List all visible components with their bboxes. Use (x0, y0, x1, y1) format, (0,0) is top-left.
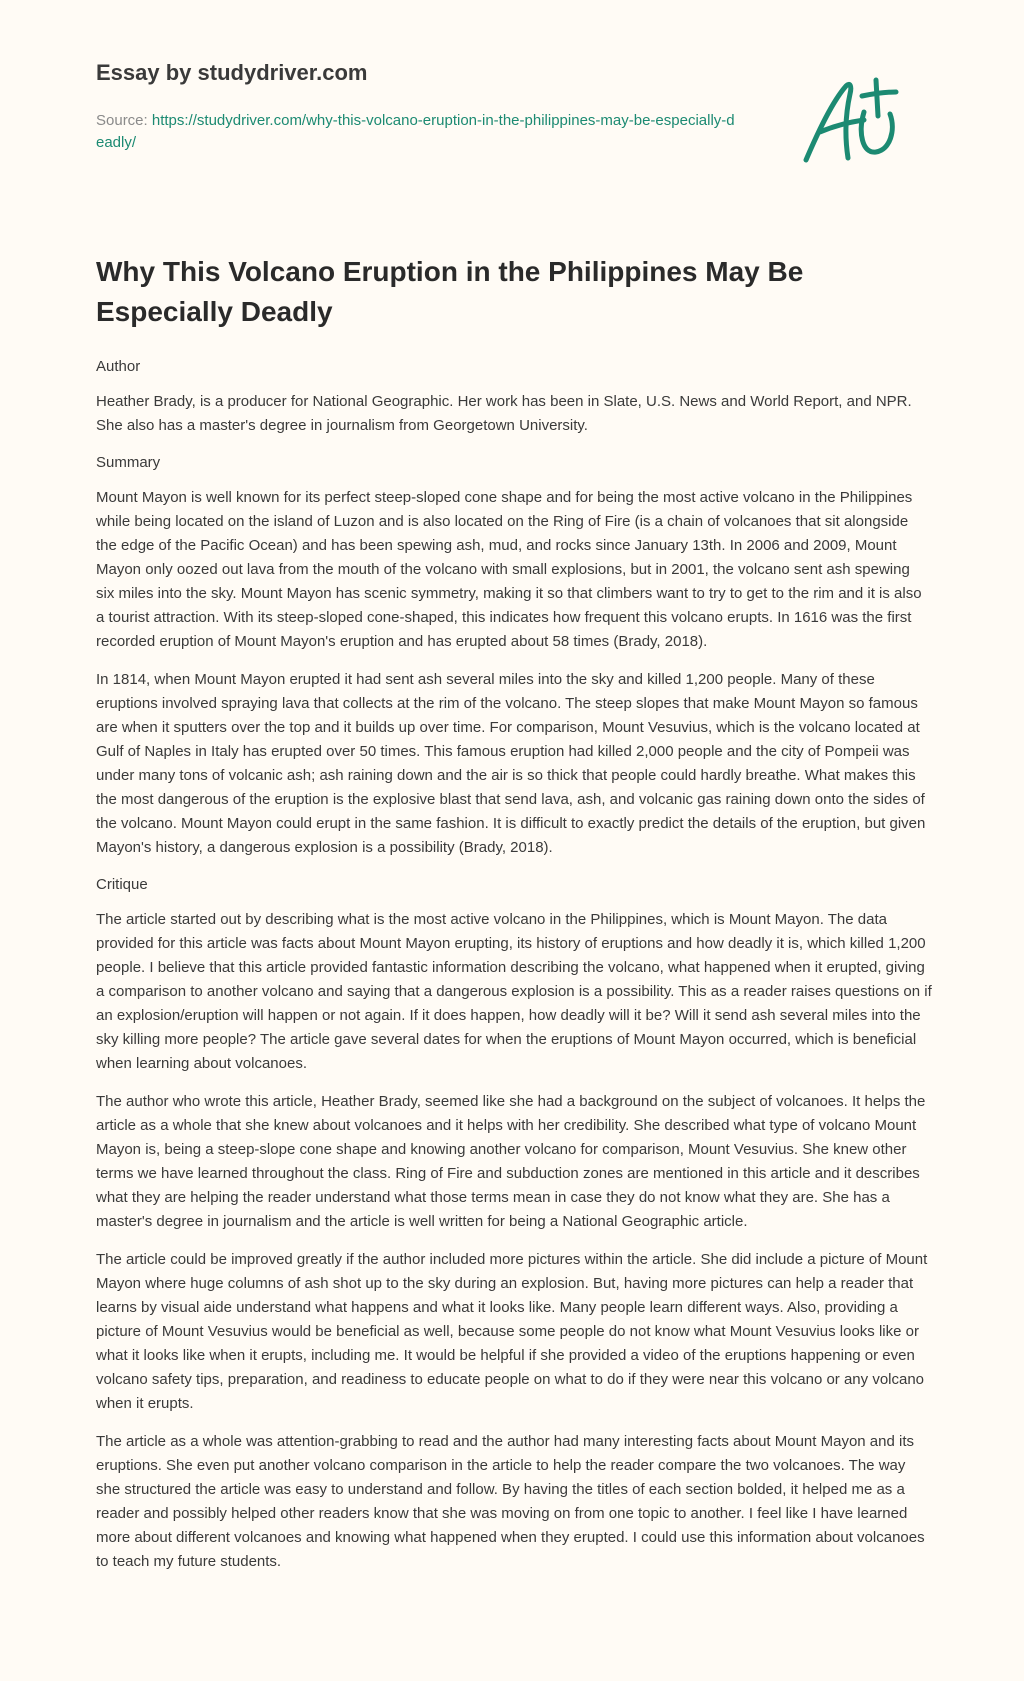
summary-paragraph-2: In 1814, when Mount Mayon erupted it had sent ash several miles into the sky and killed 1,200 people. Many of these eruptions involved spraying lava that collects at the rim of the volcano. The steep slopes that make Mount Mayon so famous are when it sputters over the top and it builds up over time. For comparison, Mount Vesuvius, which is the volcano located at Gulf of Naples in Italy has erupted over 50 times. This famous eruption had killed 2,000 people and the city of Pompeii was under many tons of volcanic ash; ash raining down and the air is so thick that people could hardly breathe. What makes this the most dangerous of the eruption is the explosive blast that send lava, ash, and volcanic gas raining down onto the sides of the volcano. Mount Mayon could erupt in the same fashion. It is difficult to exactly predict the details of the eruption, but given Mayon's history, a dangerous explosion is a possibility (Brady, 2018). (96, 671, 926, 856)
brand-title: Essay by studydriver.com (96, 60, 368, 85)
essay-title: Why This Volcano Eruption in the Philippines May Be Especially Deadly (96, 256, 804, 327)
page-header (96, 0, 928, 200)
author-paragraph: Heather Brady, is a producer for National Geographic. Her work has been in Slate, U.S. News and World Report, and NPR. She also has a master's degree in journalism from Georgetown University. (96, 393, 912, 434)
summary-paragraph-1: Mount Mayon is well known for its perfect steep-sloped cone shape and for being the most active volcano in the Philippines while being located on the island of Luzon and is also located on the Ring of Fire (is a chain of volcanoes that sit alongside the edge of the Pacific Ocean) and has been spewing ash, mud, and rocks since January 13th. In 2006 and 2009, Mount Mayon only oozed out lava from the mouth of the volcano with small explosions, but in 2001, the volcano sent ash spewing six miles into the sky. Mount Mayon has scenic symmetry, making it so that climbers want to try to get to the rim and it is also a tourist attraction. With its steep-sloped cone-shaped, this indicates how frequent this volcano erupts. In 1616 was the first recorded eruption of Mount Mayon's eruption and has erupted about 58 times (Brady, 2018). (96, 489, 922, 650)
source-label: Source: (96, 112, 152, 129)
critique-paragraph-3: The article could be improved greatly if the author included more pictures within the article. She did include a picture of Mount Mayon where huge columns of ash shot up to the sky during an explosion. But, having more pictures can help a reader that learns by visual aide understand what happens and what it looks like. Many people learn different ways. Also, providing a picture of Mount Vesuvius would be beneficial as well, because some people do not know what Mount Vesuvius looks like or what it looks like when it erupts, including me. It would be helpful if she provided a video of the eruptions happening or even volcano safety tips, preparation, and readiness to educate people on what to do if they were near this volcano or any volcano when it erupts. (96, 1251, 928, 1412)
source-link[interactable]: https://studydriver.com/why-this-volcano-eruption-in-the-philippines-may-be-especially-deadly/ (96, 112, 735, 151)
critique-paragraph-1: The article started out by describing what is the most active volcano in the Philippines, which is Mount Mayon. The data provided for this article was facts about Mount Mayon erupting, its history of eruptions and how deadly it is, which killed 1,200 people. I believe that this article provided fantastic information describing the volcano, what happened when it erupted, giving a comparison to another volcano and saying that a dangerous explosion is a possibility. This as a reader raises questions on if an explosion/eruption will happen or not again. If it does happen, how deadly will it be? Will it send ash several miles into the sky killing more people? The article gave several dates for when the eruptions of Mount Mayon occurred, which is beneficial when learning about volcanoes. (96, 911, 932, 1072)
critique-paragraph-2: The author who wrote this article, Heather Brady, seemed like she had a background on the subject of volcanoes. It helps the article as a whole that she knew about volcanoes and it helps with her credibility. She described what type of volcano Mount Mayon is, being a steep-slope cone shape and knowing another volcano for comparison, Mount Vesuvius. She knew other terms we have learned throughout the class. Ring of Fire and subduction zones are mentioned in this article and it describes what they are helping the reader understand what those terms mean in case they do not know what they are. She has a master's degree in journalism and the article is well written for being a National Geographic article. (96, 1093, 926, 1230)
summary-heading: Summary (96, 454, 161, 471)
source-line (96, 110, 736, 154)
author-heading: Author (96, 358, 141, 375)
critique-heading: Critique (96, 876, 148, 893)
critique-paragraph-4: The article as a whole was attention-grabbing to read and the author had many interesting facts about Mount Mayon and its eruptions. She even put another volcano comparison in the article to help the reader compare the two volcanoes. The way she structured the article was easy to understand and follow. By having the titles of each section bolded, it helped me as a reader and possibly helped other readers know that she was moving on from one topic to another. I feel like I have learned more about different volcanoes and knowing what happened when they erupted. I could use this information about volcanoes to teach my future students. (96, 1433, 925, 1570)
a-plus-logo-icon (798, 72, 908, 167)
